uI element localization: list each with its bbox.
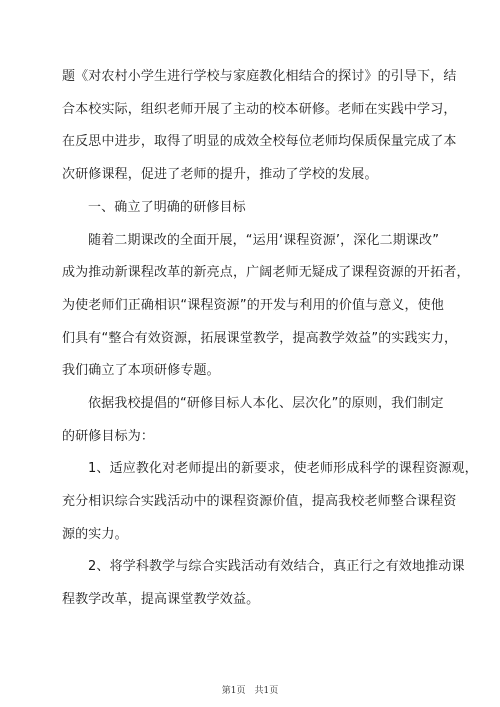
paragraph-line: 成为推动新课程改革的新亮点，广阔老师无疑成了课程资源的开拓者， <box>62 265 470 280</box>
paragraph-line: 在反思中进步，取得了明显的成效全校每位老师均保质保量完成了本 <box>62 134 457 149</box>
list-item-line: 源的实力。 <box>62 527 128 542</box>
paragraph-line: 我们确立了本项研修专题。 <box>62 363 220 378</box>
section-heading: 一、确立了明确的研修目标 <box>88 200 246 215</box>
paragraph-line: 们具有“整合有效资源，拓展课堂教学，提高教学效益”的实践实力， <box>62 331 458 346</box>
paragraph-line: 依据我校提倡的“研修目标人本化、层次化”的原则，我们制定 <box>88 396 444 411</box>
paragraph-line: 合本校实际，组织老师开展了主动的校本研修。老师在实践中学习， <box>62 102 457 117</box>
list-item-line: 1、适应教化对老师提出的新要求，使老师形成科学的课程资源观， <box>88 461 478 476</box>
paragraph-line: 的研修目标为： <box>62 429 155 444</box>
paragraph-line: 次研修课程，促进了老师的提升，推动了学校的发展。 <box>62 167 378 182</box>
paragraph-line: 随着二期课改的全面开展，“运用‘课程资源’，深化二期课改” <box>88 233 440 248</box>
page-number: 第1页 共1页 <box>221 686 279 696</box>
list-item-line: 2、将学科教学与综合实践活动有效结合，真正行之有效地推动课 <box>88 559 465 574</box>
paragraph-line: 为使老师们正确相识“课程资源”的开发与利用的价值与意义，使他 <box>62 298 444 313</box>
paragraph-line: 题《对农村小学生进行学校与家庭教化相结合的探讨》的引导下，结 <box>62 69 457 84</box>
list-item-line: 充分相识综合实践活动中的课程资源价值，提高我校老师整合课程资 <box>62 494 457 509</box>
list-item-line: 程教学改革，提高课堂教学效益。 <box>62 592 260 607</box>
